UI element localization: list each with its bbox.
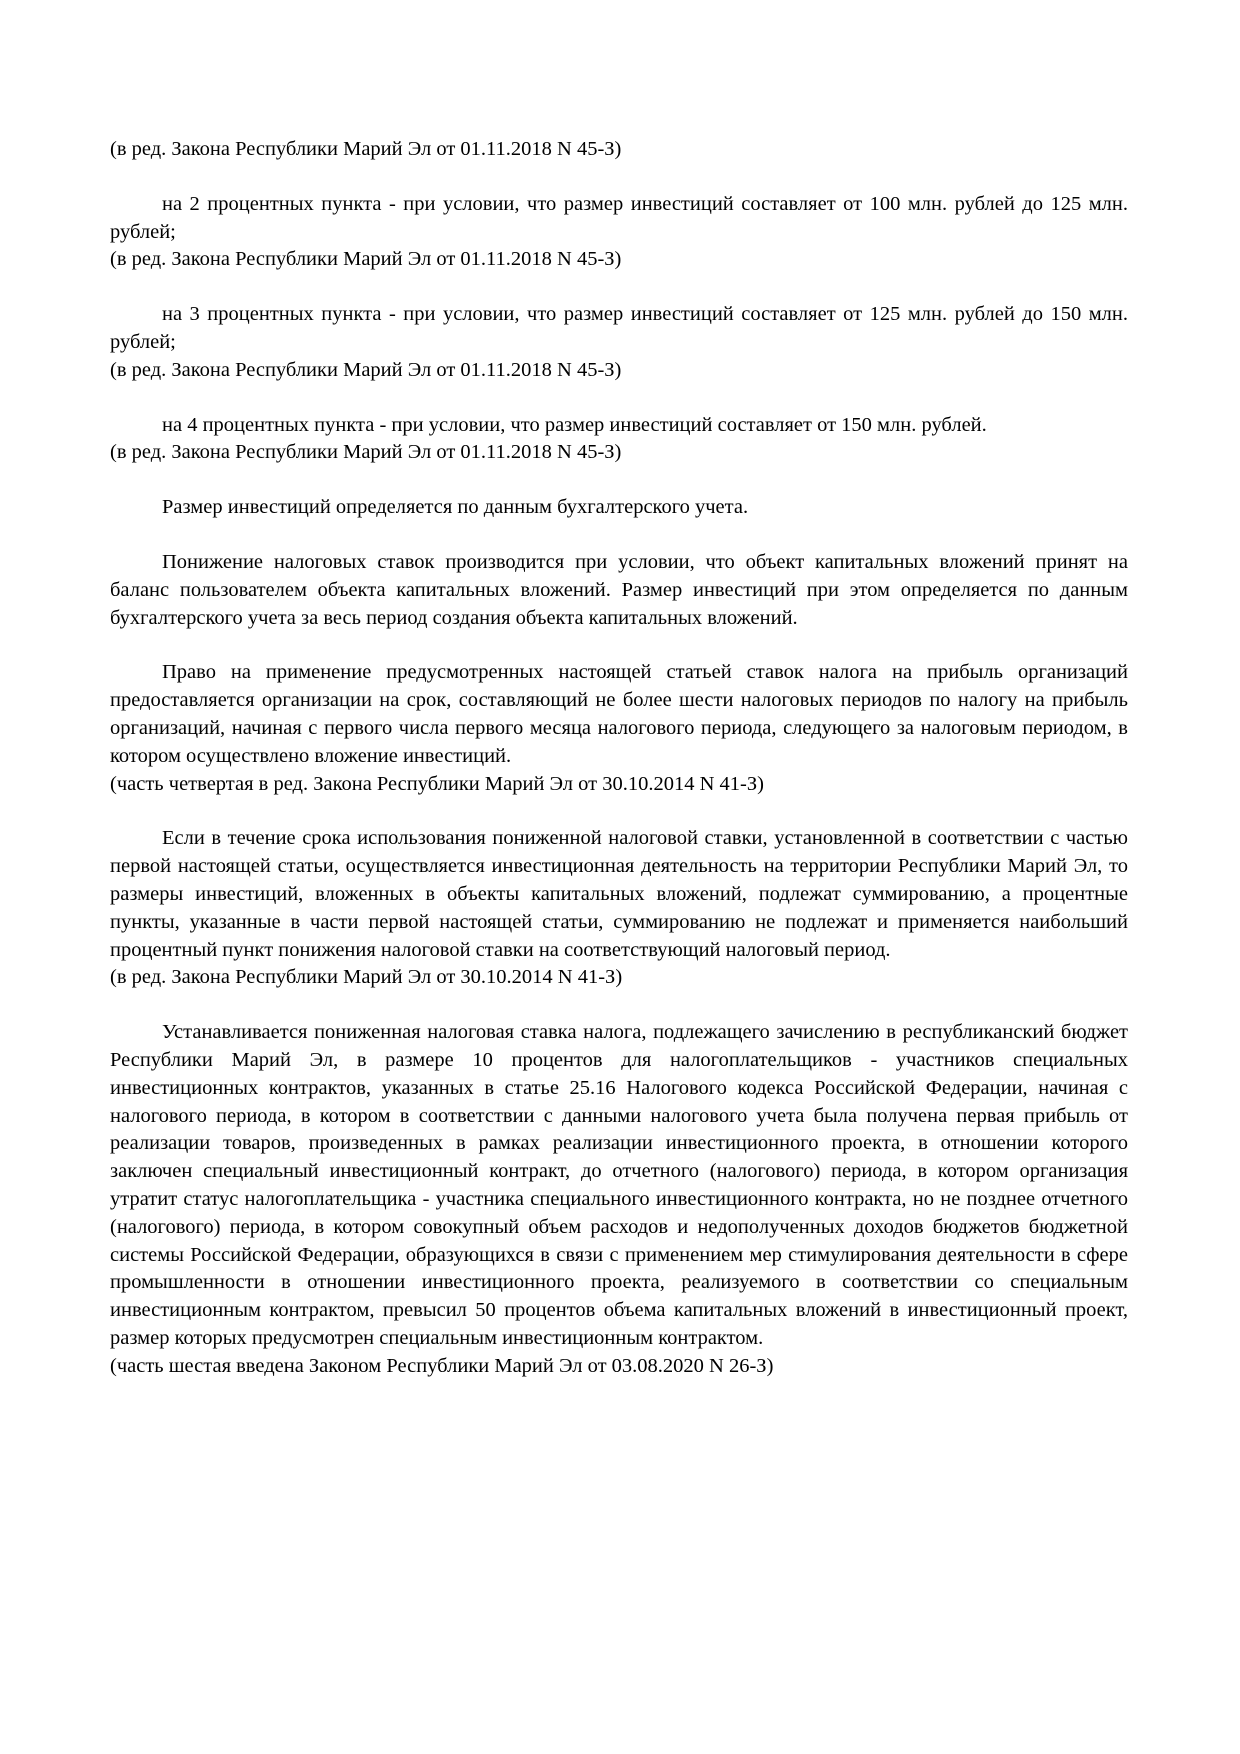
amendment-reference: (в ред. Закона Республики Марий Эл от 01.11.2018 N 45-З): [110, 248, 622, 271]
law-block-clause-2pp: [110, 191, 1128, 274]
amendment-reference: (в ред. Закона Республики Марий Эл от 30.10.2014 N 41-З): [110, 966, 623, 989]
law-block-ref-top: [110, 136, 1128, 164]
amendment-reference: (часть четвертая в ред. Закона Республики Марий Эл от 30.10.2014 N 41-З): [110, 772, 764, 795]
amendment-reference: (в ред. Закона Республики Марий Эл от 01.11.2018 N 45-З): [110, 441, 622, 464]
clause-text: на 3 процентных пункта - при условии, что размер инвестиций составляет от 125 млн. рублей до 150 млн. рублей;: [110, 303, 1128, 353]
clause-text: на 4 процентных пункта - при условии, что размер инвестиций составляет от 150 млн. рублей.: [162, 413, 987, 436]
amendment-reference: (в ред. Закона Республики Марий Эл от 01.11.2018 N 45-З): [110, 138, 622, 160]
paragraph-text: Размер инвестиций определяется по данным бухгалтерского учета.: [162, 496, 749, 519]
paragraph-text: Право на применение предусмотренных настоящей статьей ставок налога на прибыль организаций предоставляется организации на срок, составляющий не более шести налоговых периодов по налогу на прибыль организаций, начиная с первого числа первого месяца налогового периода, следующего за налоговым периодом, в котором осуществлено вложение инвестиций.: [110, 661, 1128, 767]
law-block-para-pravo: [110, 659, 1128, 798]
amendment-reference: (в ред. Закона Республики Марий Эл от 01.11.2018 N 45-З): [110, 358, 622, 381]
paragraph-text: Устанавливается пониженная налоговая ставка налога, подлежащего зачислению в республиканский бюджет Республики Марий Эл, в размере 10 процентов для налогоплательщиков - участников специальных инвестиционных контрактов, указанных в статье 25.16 Налогового кодекса Российской Федерации, начиная с налогового периода, в котором в соответствии с данными налогового учета была получена первая прибыль от реализации товаров, произведенных в рамках реализации инвестиционного проекта, в отношении которого заключен специальный инвестиционный контракт, до отчетного (налогового) периода, в котором организация утратит статус налогоплательщика - участника специального инвестиционного контракта, но не позднее отчетного (налогового) периода, в котором совокупный объем расходов и недополученных доходов бюджетов бюджетной системы Российской Федерации, образующихся в связи с применением мер стимулирования деятельности в сфере промышленности в отношении инвестиционного проекта, реализуемого в соответствии со специальным инвестиционным контрактом, превысил 50 процентов объема капитальных вложений в инвестиционный проект, размер которых предусмотрен специальным инвестиционным контрактом.: [110, 1021, 1128, 1349]
paragraph-text: Понижение налоговых ставок производится при условии, что объект капитальных вложений принят на баланс пользователем объекта капитальных вложений. Размер инвестиций при этом определяется по данным бухгалтерского учета за весь период создания объекта капитальных вложений.: [110, 550, 1128, 629]
document-body: [110, 136, 1128, 1380]
amendment-reference: (часть шестая введена Законом Республики Марий Эл от 03.08.2020 N 26-З): [110, 1354, 774, 1377]
law-block-para-esli: [110, 825, 1128, 992]
law-block-clause-3pp: [110, 301, 1128, 384]
law-block-para-razmer: [110, 494, 1128, 522]
clause-text: на 2 процентных пункта - при условии, что размер инвестиций составляет от 100 млн. рублей до 125 млн. рублей;: [110, 192, 1128, 243]
law-block-clause-4pp: [110, 412, 1128, 468]
paragraph-text: Если в течение срока использования пониженной налоговой ставки, установленной в соответствии с частью первой настоящей статьи, осуществляется инвестиционная деятельность на территории Республики Марий Эл, то размеры инвестиций, вложенных в объекты капитальных вложений, подлежат суммированию, а процентные пункты, указанные в части первой настоящей статьи, суммированию не подлежат и применяется наибольший процентный пункт понижения налоговой ставки на соответствующий налоговый период.: [110, 827, 1128, 961]
law-block-para-ustanavlivaetsya: [110, 1019, 1128, 1380]
law-block-para-ponizhenie: [110, 549, 1128, 632]
